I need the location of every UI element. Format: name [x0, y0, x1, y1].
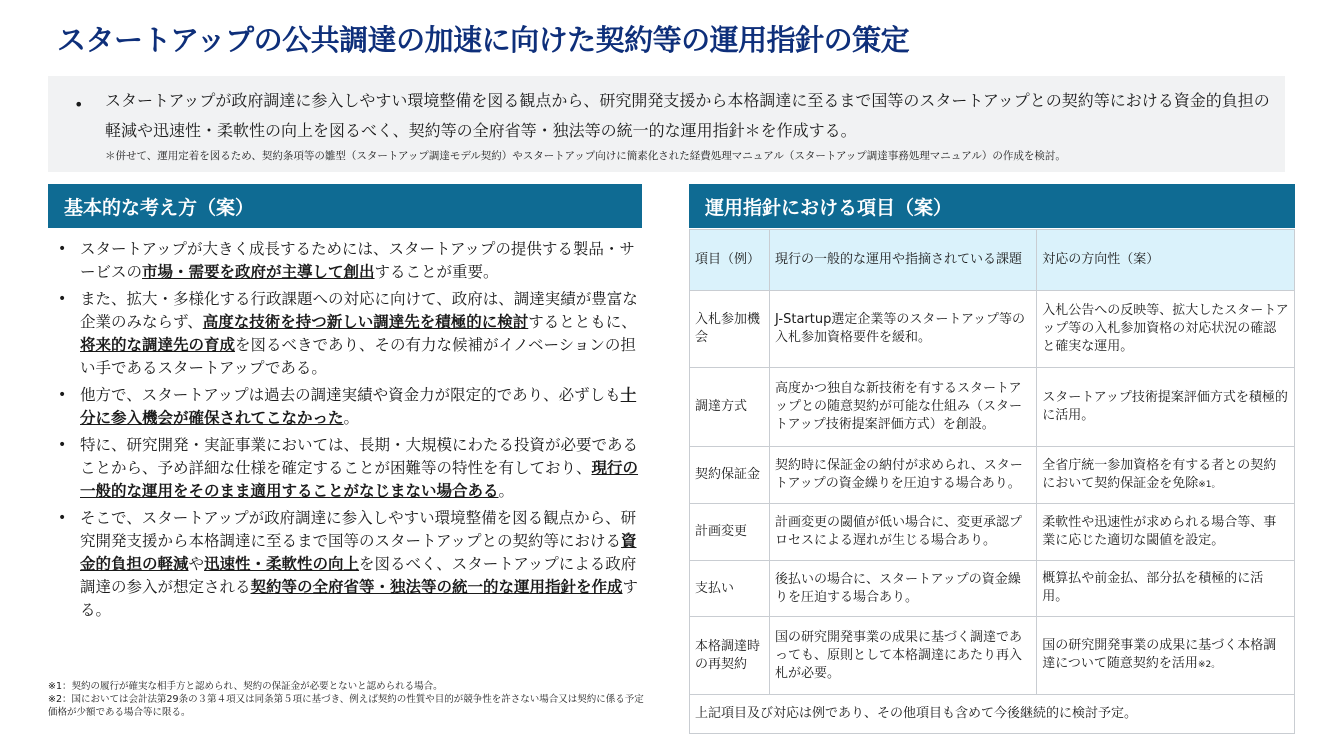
list-item	[56, 434, 642, 503]
direction-text: 柔軟性や迅速性が求められる場合等、事業に応じた適切な閾値を設定。	[1042, 514, 1277, 548]
direction-cell	[1037, 617, 1295, 695]
bullet-icon: •	[74, 95, 84, 114]
item-cell: 入札参加機会	[690, 291, 770, 368]
item-cell: 支払い	[690, 561, 770, 617]
bullet-icon: •	[58, 241, 67, 257]
item-text: 特に、研究開発・実証事業においては、長期・大規模にわたる投資が必要であることから、予め詳細な仕様を確定することが困難等の特性を有しており、	[80, 436, 639, 477]
direction-text: 入札公告への反映等、拡大したスタートアップ等の入札参加資格の対応状況の確認と確実な運用。	[1042, 302, 1289, 354]
table-row	[690, 561, 1295, 617]
table-row	[690, 291, 1295, 368]
column-header: 現行の一般的な運用や指摘されている課題	[770, 230, 1037, 291]
table-footer-row	[690, 695, 1295, 734]
item-text: 。	[343, 409, 360, 427]
summary-text: スタートアップが政府調達に参入しやすい環境整備を図る観点から、研究開発支援から本格調達に至るまで国等のスタートアップとの契約等における資金的負担の軽減や迅速性・柔軟性の向上を図るべく、契約等の全府省等・独法等の統一的な運用指針＊を作成する。	[105, 91, 1270, 140]
direction-cell	[1037, 504, 1295, 561]
list-item	[56, 288, 642, 380]
bullet-icon: •	[58, 437, 67, 453]
item-text: そこで、スタートアップが政府調達に参入しやすい環境整備を図る観点から、研究開発支援から本格調達に至るまで国等のスタートアップとの契約等における	[80, 509, 637, 550]
issue-cell: 高度かつ独自な新技術を有するスタートアップとの随意契約が可能な仕組み（スタートアップ技術提案評価方式）を創設。	[770, 368, 1037, 447]
direction-text: 全省庁統一参加資格を有する者との契約において契約保証金を免除	[1042, 457, 1277, 491]
table-row	[690, 617, 1295, 695]
bullet-icon: •	[58, 387, 67, 403]
guideline-items-table	[689, 229, 1295, 734]
item-text: を図るべきであり、その有力な候補がイノベーションの担い手であるスタートアップである。	[80, 336, 636, 377]
table-row	[690, 447, 1295, 504]
list-item	[56, 238, 642, 284]
item-cell: 契約保証金	[690, 447, 770, 504]
table-row	[690, 368, 1295, 447]
issue-cell: 国の研究開発事業の成果に基づく調達であっても、原則として本格調達にあたり再入札が必要。	[770, 617, 1037, 695]
column-header: 項目（例）	[690, 230, 770, 291]
item-emphasis: 将来的な調達先の育成	[80, 336, 236, 354]
footnote-ref: ※1。	[1198, 479, 1221, 490]
direction-text: 概算払や前金払、部分払を積極的に活用。	[1042, 571, 1264, 604]
bullet-icon: •	[58, 510, 67, 526]
item-emphasis: 迅速性・柔軟性の向上	[204, 555, 360, 573]
principles-list	[56, 238, 642, 626]
issue-cell: 計画変更の閾値が低い場合に、変更承認プロセスによる遅れが生じる場合あり。	[770, 504, 1037, 561]
table-row	[690, 504, 1295, 561]
list-item	[56, 384, 642, 430]
item-text: するとともに、	[528, 313, 637, 331]
item-cell: 本格調達時の再契約	[690, 617, 770, 695]
direction-cell	[1037, 447, 1295, 504]
footnotes	[48, 680, 648, 719]
item-cell: 計画変更	[690, 504, 770, 561]
bullet-icon: •	[58, 291, 67, 307]
item-emphasis: 高度な技術を持つ新しい調達先を積極的に検討	[202, 313, 529, 331]
item-emphasis: 市場・需要を政府が主導して創出	[142, 263, 375, 281]
item-text: スタートアップが大きく成長するためには、スタートアップの提供する製品・サービスの	[80, 240, 635, 281]
direction-cell	[1037, 368, 1295, 447]
footnote-1: ※1：契約の履行が確実な相手方と認められ、契約の保証金が必要とないと認められる場合。	[48, 681, 443, 692]
footnote-2: ※2：国においては会計法第29条の３第４項又は同条第５項に基づき、例えば契約の性質や目的が競争性を許さない場合又は契約に係る予定価格が少額である場合等に限る。	[48, 694, 644, 718]
issue-cell: 後払いの場合に、スタートアップの資金繰りを圧迫する場合あり。	[770, 561, 1037, 617]
item-text: 他方で、スタートアップは過去の調達実績や資金力が限定的であり、必ずしも	[80, 386, 621, 404]
guideline-items-header: 運用指針における項目（案）	[689, 184, 1295, 228]
table-footer-note: 上記項目及び対応は例であり、その他項目も含めて今後継続的に検討予定。	[690, 695, 1295, 734]
item-cell: 調達方式	[690, 368, 770, 447]
issue-cell: 契約時に保証金の納付が求められ、スタートアップの資金繰りを圧迫する場合あり。	[770, 447, 1037, 504]
item-text: また、拡大・多様化する行政課題への対応に向けて、政府は、調達実績が豊富な企業のみならず、	[80, 290, 638, 331]
footnote-ref: ※2。	[1197, 660, 1221, 670]
page-title: スタートアップの公共調達の加速に向けた契約等の運用指針の策定	[57, 23, 910, 57]
item-text: を図るべく、スタートアップによる政府調達の参入が想定される	[80, 555, 637, 596]
item-emphasis: 資金的負担の軽減	[80, 532, 637, 573]
direction-cell	[1037, 561, 1295, 617]
item-text: する。	[80, 578, 639, 619]
issue-cell: J-Startup選定企業等のスタートアップ等の入札参加資格要件を緩和。	[770, 291, 1037, 368]
basic-principles-header: 基本的な考え方（案）	[48, 184, 642, 228]
item-emphasis: 契約等の全府省等・独法等の統一的な運用指針を作成	[250, 578, 623, 596]
table-header-row	[690, 230, 1295, 291]
item-emphasis: 現行の一般的な運用をそのまま適用することがなじまない場合ある	[80, 459, 639, 500]
summary-box	[48, 76, 1285, 172]
column-header: 対応の方向性（案）	[1037, 230, 1295, 291]
direction-text: 国の研究開発事業の成果に基づく本格調達について随意契約を活用	[1042, 638, 1277, 671]
item-text: することが重要。	[374, 263, 499, 281]
item-text: 。	[498, 482, 515, 500]
list-item	[56, 507, 642, 622]
item-text: や	[188, 555, 205, 573]
item-emphasis: 十分に参入機会が確保されてこなかった	[80, 386, 637, 427]
direction-text: スタートアップ技術提案評価方式を積極的に活用。	[1042, 389, 1288, 423]
summary-note: ＊併せて、運用定着を図るため、契約条項等の雛型（スタートアップ調達モデル契約）やスタートアップ向けに簡素化された経費処理マニュアル（スタートアップ調達事務処理マニュアル）の作成を検討。	[105, 150, 1066, 162]
direction-cell	[1037, 291, 1295, 368]
